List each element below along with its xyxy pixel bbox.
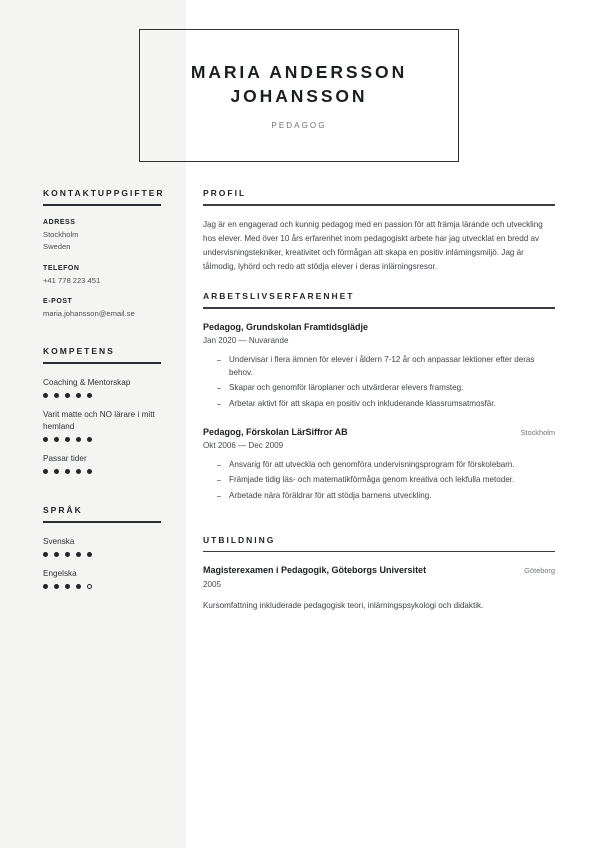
experience-entry-header xyxy=(203,321,555,334)
email-label: E-POST xyxy=(43,298,73,306)
contact-divider xyxy=(43,204,161,206)
experience-title: Pedagog, Grundskolan Framtidsglädje xyxy=(203,321,369,332)
rating-dot-filled xyxy=(87,552,92,557)
skill-item xyxy=(43,409,171,442)
email-value[interactable]: maria.johansson@email.se xyxy=(43,309,135,319)
skills-divider xyxy=(43,362,161,364)
bullet-item: Arbetade nära föräldrar för att stödja barnens utveckling. xyxy=(217,490,555,503)
languages-heading: SPRÅK xyxy=(43,505,83,515)
spacer xyxy=(203,274,555,291)
rating-dot-filled xyxy=(65,552,70,557)
language-item xyxy=(43,568,171,589)
contact-heading: KONTAKTUPPGIFTER xyxy=(43,188,165,198)
languages-section xyxy=(43,505,171,589)
rating-dot-filled xyxy=(76,437,81,442)
skill-label: Passar tider xyxy=(43,454,87,464)
experience-title: Pedagog, Förskolan LärSiffror AB xyxy=(203,426,348,437)
education-location: Göteborg xyxy=(524,566,555,576)
phone-value[interactable]: +41 778 223 451 xyxy=(43,275,101,285)
skills-heading: KOMPETENS xyxy=(43,346,115,357)
education-section xyxy=(203,535,555,613)
rating-dot-filled xyxy=(65,584,70,589)
skill-rating xyxy=(43,393,171,398)
experience-bullets xyxy=(203,459,555,503)
skill-item xyxy=(43,453,171,474)
candidate-role: PEDAGOG xyxy=(271,120,327,130)
skill-label: Varit matte och NO lärare i mitt hemland xyxy=(43,410,155,432)
contact-section xyxy=(43,188,171,320)
skill-rating xyxy=(43,437,171,442)
header-name-box xyxy=(139,29,459,162)
rating-dot-filled xyxy=(87,393,92,398)
experience-section xyxy=(203,291,555,503)
bullet-item: Undervisar i flera ämnen för elever i åldern 7-12 år och anpassar lektioner efter deras behov. xyxy=(217,354,555,380)
sidebar xyxy=(43,188,171,600)
rating-dot-filled xyxy=(76,393,81,398)
skills-section xyxy=(43,346,171,474)
profile-text: Jag är en engagerad och kunnig pedagog med en passion för att främja lärande och utveckling hos elever. Med över 10 års erfarenhet inom pedagogiskt arbete har jag utvecklat en bredd av undervisningstekniker, kreativitet och förmågan att skapa en positiv inlärningsmiljö. Jag är tålmodig, lyhörd och redo att stödja elever i deras inlärningsresor. xyxy=(203,219,543,271)
rating-dot-filled xyxy=(76,469,81,474)
rating-dot-filled xyxy=(65,469,70,474)
language-rating xyxy=(43,552,171,557)
candidate-name: MARIA ANDERSSON JOHANSSON xyxy=(190,62,408,106)
profile-divider xyxy=(203,204,555,206)
spacer xyxy=(43,485,171,505)
education-entry xyxy=(203,564,555,612)
experience-location: Stockholm xyxy=(520,427,555,437)
profile-section xyxy=(203,188,555,274)
contact-field-phone xyxy=(43,265,171,287)
address-label: ADRESS xyxy=(43,219,76,227)
language-rating xyxy=(43,584,171,589)
rating-dot-filled xyxy=(54,437,59,442)
main-column xyxy=(203,188,555,628)
skill-label: Coaching & Mentorskap xyxy=(43,378,131,388)
rating-dot-filled xyxy=(76,584,81,589)
rating-dot-filled xyxy=(76,552,81,557)
spacer xyxy=(203,518,555,535)
rating-dot-filled xyxy=(43,552,48,557)
experience-entry xyxy=(203,321,555,411)
skill-rating xyxy=(43,469,171,474)
rating-dot-empty xyxy=(87,584,92,589)
experience-heading: ARBETSLIVSERFARENHET xyxy=(203,291,355,302)
education-date: 2005 xyxy=(203,579,222,589)
education-entry-header xyxy=(203,564,555,577)
phone-label: TELEFON xyxy=(43,264,80,272)
rating-dot-filled xyxy=(65,393,70,398)
rating-dot-filled xyxy=(65,437,70,442)
education-divider xyxy=(203,551,555,553)
experience-entry-header xyxy=(203,426,555,439)
address-city: Stockholm xyxy=(43,230,79,240)
education-title: Magisterexamen i Pedagogik, Göteborgs Universitet xyxy=(203,565,427,576)
rating-dot-filled xyxy=(43,393,48,398)
education-heading: UTBILDNING xyxy=(203,534,276,545)
experience-bullets xyxy=(203,354,555,411)
spacer xyxy=(43,332,171,346)
rating-dot-filled xyxy=(87,469,92,474)
contact-field-email xyxy=(43,298,171,320)
education-description: Kursomfattning inkluderade pedagogisk teori, inlärningspsykologi och didaktik. xyxy=(203,600,484,610)
rating-dot-filled xyxy=(43,469,48,474)
bullet-item: Skapar och genomför läroplaner och utvärderar elevers framsteg. xyxy=(217,382,555,395)
address-country: Sweden xyxy=(43,241,71,251)
language-label: Engelska xyxy=(43,569,77,579)
contact-field-address xyxy=(43,219,171,253)
rating-dot-filled xyxy=(43,584,48,589)
bullet-item: Arbetar aktivt för att skapa en positiv och inkluderande klassrumsatmosfär. xyxy=(217,398,555,411)
bullet-item: Ansvarig för att utveckla och genomföra undervisningsprogram för förskolebarn. xyxy=(217,459,555,472)
bullet-item: Främjade tidig läs- och matematikförmåga genom kreativa och lekfulla metoder. xyxy=(217,474,555,487)
profile-heading: PROFIL xyxy=(203,188,247,198)
rating-dot-filled xyxy=(54,393,59,398)
rating-dot-filled xyxy=(54,584,59,589)
experience-date: Okt 2006 — Dec 2009 xyxy=(203,441,284,451)
language-item xyxy=(43,536,171,557)
experience-date: Jan 2020 — Nuvarande xyxy=(203,336,289,346)
experience-entry xyxy=(203,426,555,503)
rating-dot-filled xyxy=(54,469,59,474)
languages-divider xyxy=(43,521,161,523)
rating-dot-filled xyxy=(54,552,59,557)
skill-item xyxy=(43,377,171,398)
rating-dot-filled xyxy=(87,437,92,442)
rating-dot-filled xyxy=(43,437,48,442)
experience-divider xyxy=(203,307,555,309)
language-label: Svenska xyxy=(43,537,75,547)
